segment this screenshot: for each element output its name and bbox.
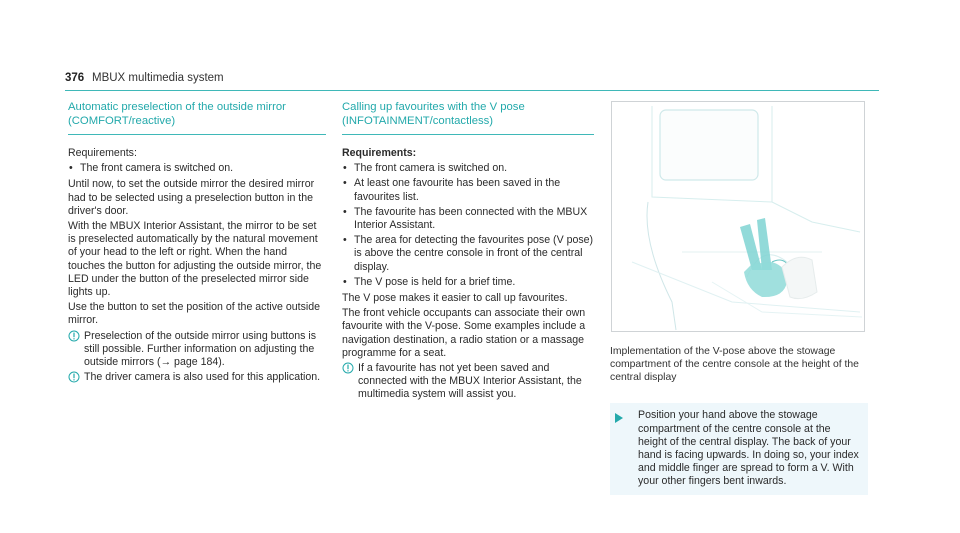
list-item: • The front camera is switched on.: [343, 162, 508, 175]
requirements-label: Requirements:: [342, 147, 417, 159]
page-title: MBUX multimedia system: [92, 72, 224, 84]
requirements-label: Requirements:: [68, 147, 137, 159]
list-item: • At least one favourite has been saved in the favourites list.: [343, 177, 561, 203]
note: [68, 330, 326, 370]
image-caption: Implementation of the V-pose above the stowage compartment of the centre console at the height of the central display: [610, 346, 859, 383]
note-text: Preselection of the outside mirror using buttons is still possible. Further information on adjusting the outside mirrors (→ page 184).: [84, 329, 317, 369]
info-icon: [342, 362, 354, 374]
list-item: • The area for detecting the favourites pose (V pose) is above the centre console in front of the central display.: [343, 234, 594, 273]
page-number: 376: [65, 72, 85, 84]
bullet-dot: •: [343, 234, 347, 247]
section-heading-v-pose: Calling up favourites with the V pose (INFOTAINMENT/contactless): [342, 101, 594, 135]
paragraph: Use the button to set the position of the active outside mirror.: [68, 301, 321, 327]
info-icon: [68, 330, 80, 342]
info-icon: [68, 371, 80, 383]
paragraph: The V pose makes it easier to call up favourites.: [342, 292, 568, 305]
list-item: • The V pose is held for a brief time.: [343, 275, 516, 288]
paragraph: Until now, to set the outside mirror the desired mirror had to be selected using a preselection button in the driver's door.: [68, 178, 315, 217]
note-text: The driver camera is also used for this application.: [84, 371, 321, 384]
instruction-text: Position your hand above the stowage compartment of the centre console at the height of the central display. The back of your hand is facing upwards. In doing so, your index and middle finger are spread to form a V. With your other fingers bent inwards.: [638, 409, 859, 488]
paragraph: The front vehicle occupants can associate their own favourite with the V-pose. Some examples include a navigation destination, a radio station or a massage programme for a seat.: [342, 307, 586, 359]
requirements-list: [342, 162, 594, 289]
page-header: [65, 68, 879, 91]
right-column: [610, 101, 880, 495]
bullet-dot: •: [343, 162, 347, 175]
section-heading-mirror: Automatic preselection of the outside mirror (COMFORT/reactive): [68, 101, 326, 135]
list-item: • The front camera is switched on.: [69, 162, 234, 175]
centre-console-drawing: [612, 102, 864, 331]
note-text: If a favourite has not yet been saved and connected with the MBUX Interior Assistant, the multimedia system will assist you.: [358, 362, 582, 401]
list-item: • The favourite has been connected with the MBUX Interior Assistant.: [343, 205, 588, 232]
v-pose-illustration: [611, 101, 865, 332]
requirements-list: [68, 162, 326, 175]
note: [342, 362, 594, 402]
middle-column: [342, 101, 594, 404]
bullet-dot: •: [69, 162, 73, 175]
left-column: [68, 101, 326, 386]
play-arrow-icon: [615, 413, 623, 423]
bullet-dot: •: [343, 177, 347, 190]
paragraph: With the MBUX Interior Assistant, the mirror to be set is preselected automatically by the natural movement of your head to the left or right. When the hand touches the button for adjusting the outside mirror, the LED under the button of the preselected mirror side lights up.: [68, 220, 322, 299]
instruction-box: [610, 403, 868, 494]
bullet-dot: •: [343, 275, 347, 288]
hand-v-pose-icon: [740, 218, 790, 297]
note: [68, 371, 326, 384]
bullet-dot: •: [343, 205, 347, 218]
